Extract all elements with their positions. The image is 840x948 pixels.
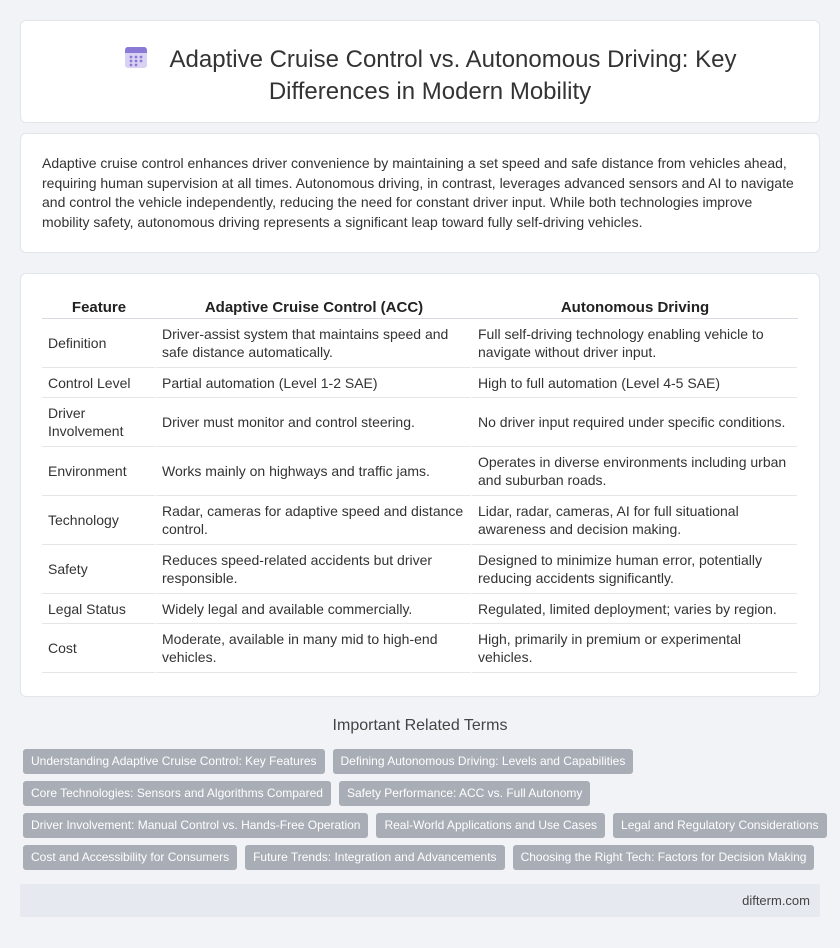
related-term-tag[interactable]: Driver Involvement: Manual Control vs. Hands-Free Operation xyxy=(23,813,368,838)
calendar-icon xyxy=(124,45,148,77)
feature-cell: Legal Status xyxy=(42,594,156,624)
table-row xyxy=(42,398,798,447)
related-term-tag[interactable]: Core Technologies: Sensors and Algorithms Compared xyxy=(23,781,331,806)
autonomous-cell: High to full automation (Level 4-5 SAE) xyxy=(472,368,798,398)
related-term-tag[interactable]: Understanding Adaptive Cruise Control: Key Features xyxy=(23,749,325,774)
intro-card xyxy=(20,133,820,253)
related-term-tag[interactable]: Future Trends: Integration and Advancements xyxy=(245,845,504,870)
acc-cell: Driver must monitor and control steering. xyxy=(156,398,472,447)
table-row xyxy=(42,319,798,368)
header-card xyxy=(20,20,820,123)
table-row xyxy=(42,447,798,496)
feature-cell: Technology xyxy=(42,496,156,545)
page-title xyxy=(61,45,799,107)
autonomous-cell: High, primarily in premium or experimental vehicles. xyxy=(472,624,798,673)
autonomous-cell: Designed to minimize human error, potentially reducing accidents significantly. xyxy=(472,545,798,594)
acc-cell: Radar, cameras for adaptive speed and distance control. xyxy=(156,496,472,545)
autonomous-cell: Lidar, radar, cameras, AI for full situational awareness and decision making. xyxy=(472,496,798,545)
autonomous-cell: No driver input required under specific conditions. xyxy=(472,398,798,447)
feature-cell: Environment xyxy=(42,447,156,496)
acc-cell: Partial automation (Level 1-2 SAE) xyxy=(156,368,472,398)
related-term-tag[interactable]: Legal and Regulatory Considerations xyxy=(613,813,826,838)
acc-cell: Driver-assist system that maintains speed and safe distance automatically. xyxy=(156,319,472,368)
header-feature: Feature xyxy=(42,296,156,319)
related-term-tag[interactable]: Real-World Applications and Use Cases xyxy=(376,813,605,838)
table-row xyxy=(42,624,798,673)
comparison-card xyxy=(20,273,820,697)
feature-cell: Definition xyxy=(42,319,156,368)
feature-cell: Cost xyxy=(42,624,156,673)
footer-site-link[interactable]: difterm.com xyxy=(742,893,810,908)
related-term-tag[interactable]: Safety Performance: ACC vs. Full Autonomy xyxy=(339,781,590,806)
table-row xyxy=(42,594,798,624)
acc-cell: Moderate, available in many mid to high-end vehicles. xyxy=(156,624,472,673)
header-autonomous: Autonomous Driving xyxy=(472,296,798,319)
table-row xyxy=(42,545,798,594)
comparison-table xyxy=(42,296,798,673)
feature-cell: Safety xyxy=(42,545,156,594)
footer xyxy=(20,884,820,917)
tag-row xyxy=(23,845,823,877)
page-title-text: Adaptive Cruise Control vs. Autonomous Driving: Key Differences in Modern Mobility xyxy=(169,46,737,105)
acc-cell: Widely legal and available commercially. xyxy=(156,594,472,624)
related-terms-list xyxy=(23,749,823,877)
feature-cell: Control Level xyxy=(42,368,156,398)
tag-row xyxy=(23,813,823,845)
tag-row xyxy=(23,781,823,813)
table-row xyxy=(42,496,798,545)
feature-cell: Driver Involvement xyxy=(42,398,156,447)
related-term-tag[interactable]: Choosing the Right Tech: Factors for Decision Making xyxy=(513,845,815,870)
autonomous-cell: Regulated, limited deployment; varies by region. xyxy=(472,594,798,624)
table-row xyxy=(42,368,798,398)
title-wrap xyxy=(61,45,799,107)
related-term-tag[interactable]: Defining Autonomous Driving: Levels and Capabilities xyxy=(333,749,634,774)
header-acc: Adaptive Cruise Control (ACC) xyxy=(156,296,472,319)
autonomous-cell: Full self-driving technology enabling vehicle to navigate without driver input. xyxy=(472,319,798,368)
autonomous-cell: Operates in diverse environments including urban and suburban roads. xyxy=(472,447,798,496)
intro-text: Adaptive cruise control enhances driver convenience by maintaining a set speed and safe distance from vehicles ahead, requiring human supervision at all times. Autonomous driving, in contrast, leverages advanced sensors and AI to navigate and control the vehicle independently, reducing the need for constant driver input. While both technologies improve mobility safety, autonomous driving represents a significant leap toward fully self-driving vehicles. xyxy=(42,155,794,230)
acc-cell: Reduces speed-related accidents but driver responsible. xyxy=(156,545,472,594)
related-term-tag[interactable]: Cost and Accessibility for Consumers xyxy=(23,845,237,870)
tag-row xyxy=(23,749,823,781)
table-header-row xyxy=(42,296,798,319)
acc-cell: Works mainly on highways and traffic jams. xyxy=(156,447,472,496)
related-terms-title: Important Related Terms xyxy=(332,717,508,734)
